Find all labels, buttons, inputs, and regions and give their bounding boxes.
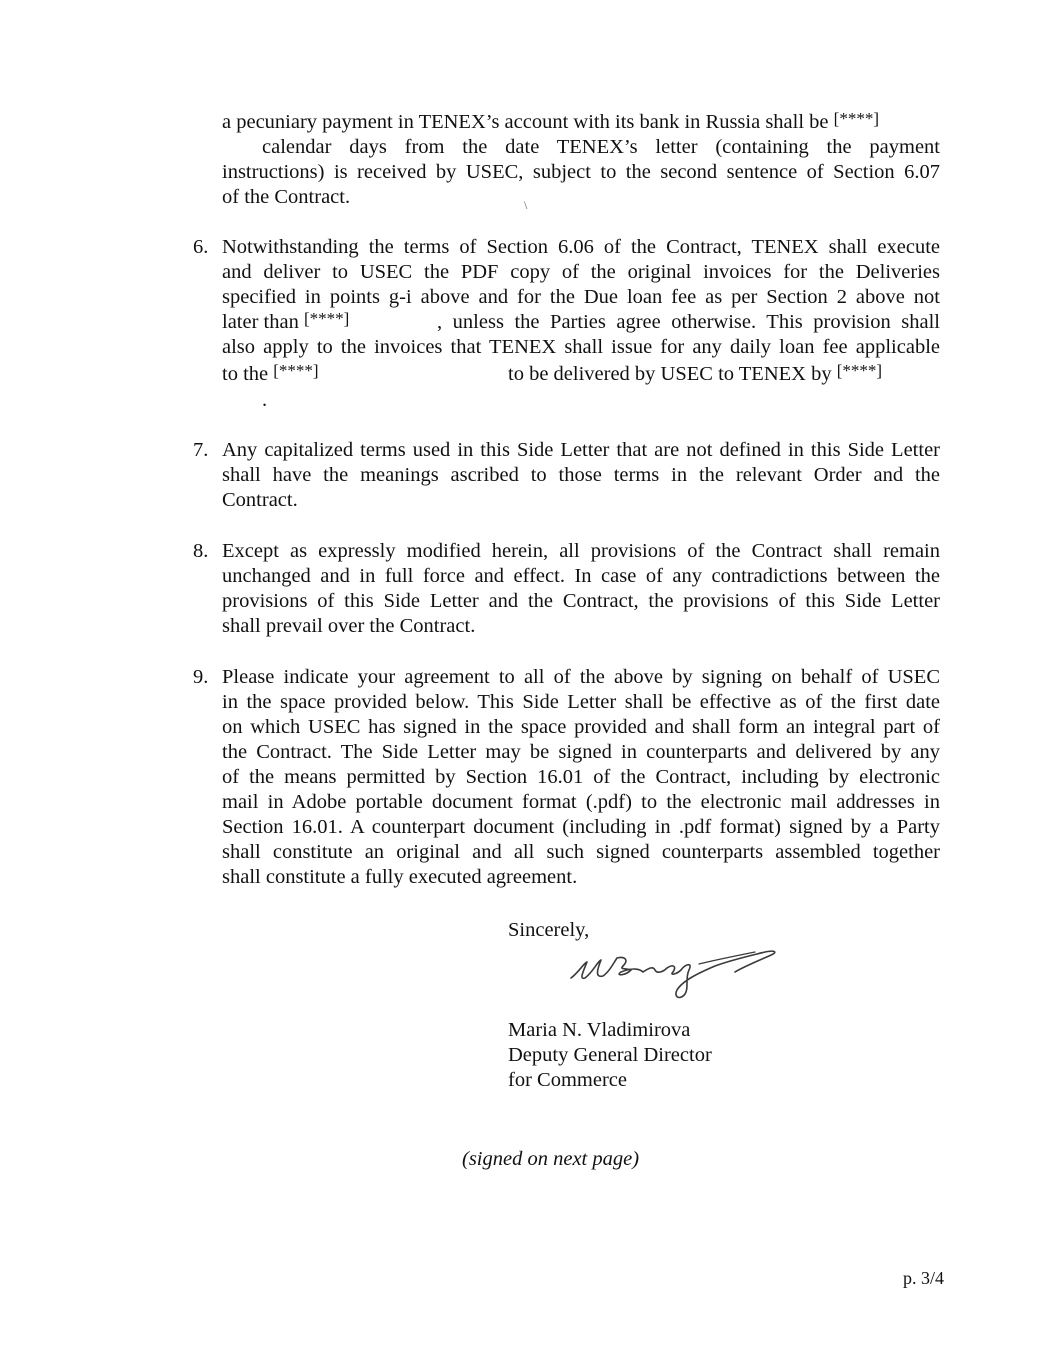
signed-on-next-page-note: (signed on next page)	[462, 1148, 640, 1170]
item-8-line-2: unchanged and in full force and effect. In case of any contradictions between the	[222, 565, 940, 587]
redaction-marker: [****]	[273, 361, 319, 380]
item-6-line-1: Notwithstanding the terms of Section 6.06 of the Contract, TENEX shall execute	[222, 236, 940, 258]
item-9-line-7: Section 16.01. A counterpart document (including in .pdf format) signed by a Party	[222, 816, 940, 838]
item-9-line-6: mail in Adobe portable document format (.pdf) to the electronic mail addresses in	[222, 791, 940, 813]
item-9-line-3: on which USEC has signed in the space provided and shall form an integral part of	[222, 716, 940, 738]
signer-title: Deputy General Director	[508, 1044, 712, 1066]
continuation-line-1: a pecuniary payment in TENEX’s account with its bank in Russia shall be [****]	[222, 109, 879, 133]
item-8-line-1: Except as expressly modified herein, all provisions of the Contract shall remain	[222, 540, 940, 562]
item-6-line-6b: to be delivered by USEC to TENEX by [****]	[508, 361, 883, 385]
item-number: 7.	[193, 439, 209, 461]
continuation-line-3: instructions) is received by USEC, subject to the second sentence of Section 6.07	[222, 161, 940, 183]
item-7-line-3: Contract.	[222, 489, 298, 511]
item-9-line-2: in the space provided below. This Side Letter shall be effective as of the first date	[222, 691, 940, 713]
item-7-line-1: Any capitalized terms used in this Side Letter that are not defined in this Side Letter	[222, 439, 940, 461]
item-6-line-3: specified in points g-i above and for the Due loan fee as per Section 2 above not	[222, 286, 940, 308]
item-9-line-1: Please indicate your agreement to all of the above by signing on behalf of USEC	[222, 666, 940, 688]
item-9-line-5: of the means permitted by Section 16.01 of the Contract, including by electronic	[222, 766, 940, 788]
item-6-line-4b: , unless the Parties agree otherwise. This provision shall	[437, 311, 940, 333]
salutation: Sincerely,	[508, 919, 590, 941]
signer-name: Maria N. Vladimirova	[508, 1019, 691, 1041]
signer-title-2: for Commerce	[508, 1069, 627, 1091]
item-6-line-6a: to the [****]	[222, 361, 319, 385]
continuation-line-2: calendar days from the date TENEX’s letter (containing the payment	[262, 136, 940, 158]
scan-speck: \	[524, 198, 528, 212]
page-number: p. 3/4	[903, 1268, 945, 1288]
item-7-line-2: shall have the meanings ascribed to those terms in the relevant Order and the	[222, 464, 940, 486]
item-9-line-8: shall constitute an original and all such signed counterparts assembled together	[222, 841, 940, 863]
item-number: 8.	[193, 540, 209, 562]
item-6-line-5: also apply to the invoices that TENEX shall issue for any daily loan fee applicable	[222, 336, 940, 358]
item-8-line-3: provisions of this Side Letter and the Contract, the provisions of this Side Letter	[222, 590, 940, 612]
item-number: 6.	[193, 236, 209, 258]
item-9-line-4: the Contract. The Side Letter may be signed in counterparts and delivered by any	[222, 741, 940, 763]
item-6-line-2: and deliver to USEC the PDF copy of the original invoices for the Deliveries	[222, 261, 940, 283]
item-6-line-7: .	[262, 389, 268, 411]
redaction-marker: [****]	[303, 309, 350, 328]
redaction-marker: [****]	[836, 361, 883, 380]
item-6-line-4a: later than [****]	[222, 309, 350, 333]
item-number: 9.	[193, 666, 209, 688]
continuation-line-4: of the Contract.	[222, 186, 351, 208]
item-9-line-9: shall constitute a fully executed agreement.	[222, 866, 578, 888]
handwritten-signature	[565, 942, 825, 1012]
item-8-line-4: shall prevail over the Contract.	[222, 615, 476, 637]
redaction-marker: [****]	[833, 109, 879, 128]
